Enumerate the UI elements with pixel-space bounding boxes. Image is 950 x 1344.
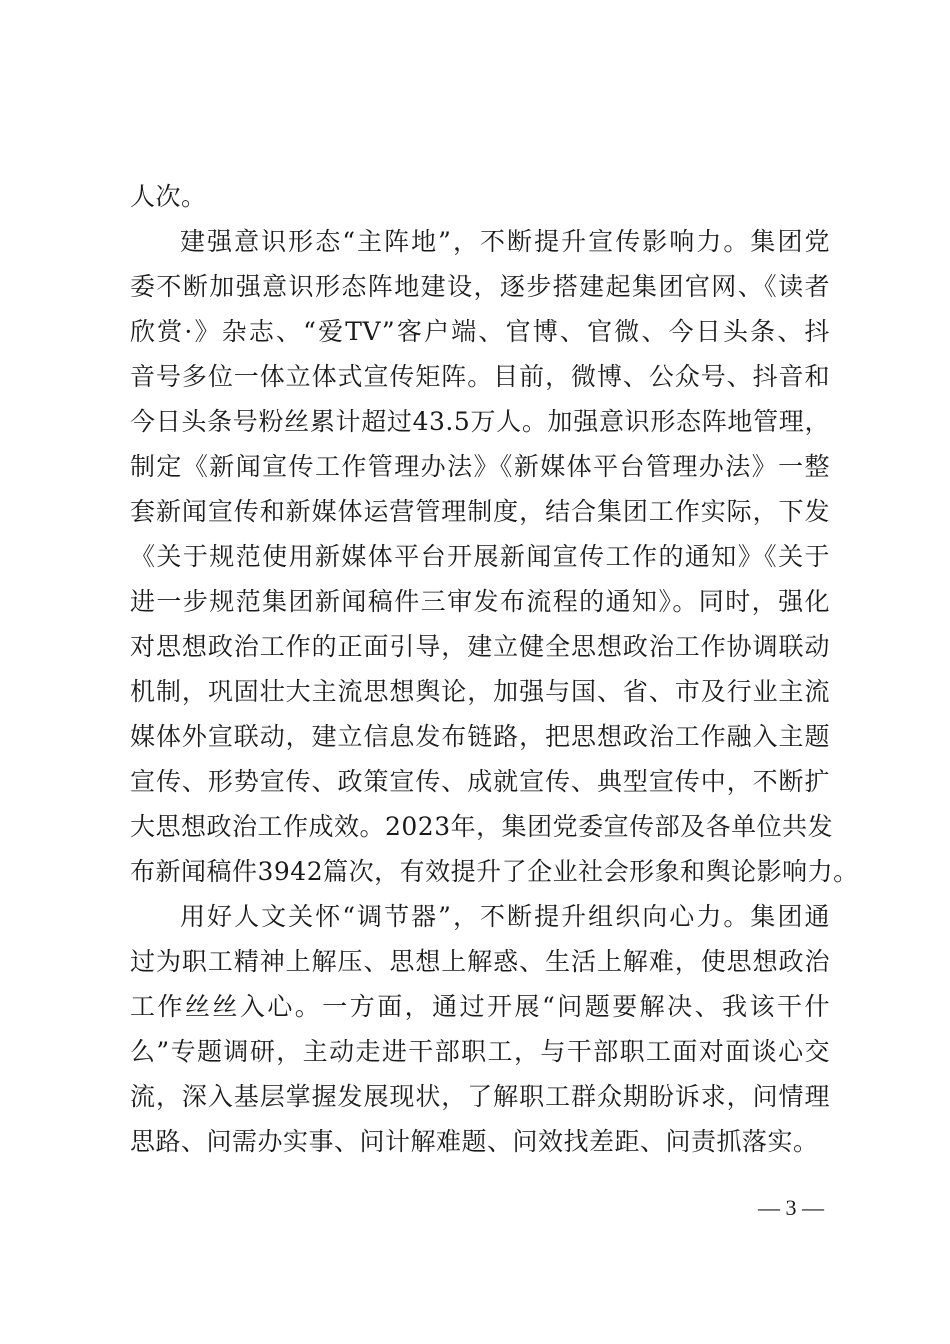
text-line: 布新闻稿件3942篇次，有效提升了企业社会形象和舆论影响力。 [130,857,859,886]
text-line: 么”专题调研，主动走进干部职工，与干部职工面对面谈心交 [130,1037,830,1066]
text-line: 《关于规范使用新媒体平台开展新闻宣传工作的通知》《关于 [130,542,830,571]
text-line: 制定《新闻宣传工作管理办法》《新媒体平台管理办法》一整 [130,452,830,481]
page-number: — 3 — [758,1195,824,1220]
text-line: 工作丝丝入心。一方面，通过开展“问题要解决、我该干什 [130,992,830,1021]
body-text [130,174,859,1164]
text-line: 人次。 [130,182,207,211]
text-line: 进一步规范集团新闻稿件三审发布流程的通知》。同时，强化 [130,587,830,616]
text-line: 用好人文关怀“调节器”，不断提升组织向心力。集团通 [180,902,830,931]
text-line: 流，深入基层掌握发展现状，了解职工群众期盼诉求，问情理 [130,1082,830,1111]
text-line: 音号多位一体立体式宣传矩阵。目前，微博、公众号、抖音和 [130,362,830,391]
text-line: 过为职工精神上解压、思想上解惑、生活上解难，使思想政治 [130,947,830,976]
text-line: 对思想政治工作的正面引导，建立健全思想政治工作协调联动 [130,632,830,661]
text-line: 大思想政治工作成效。2023年，集团党委宣传部及各单位共发 [130,812,834,841]
text-line: 思路、问需办实事、问计解难题、问效找差距、问责抓落实。 [130,1127,819,1156]
text-line: 建强意识形态“主阵地”，不断提升宣传影响力。集团党 [180,227,830,256]
text-line: 媒体外宣联动，建立信息发布链路，把思想政治工作融入主题 [130,722,830,751]
text-line: 套新闻宣传和新媒体运营管理制度，结合集团工作实际，下发 [130,497,830,526]
text-line: 欣赏·》杂志、“爱TV”客户端、官博、官微、今日头条、抖 [130,317,830,346]
text-line: 委不断加强意识形态阵地建设，逐步搭建起集团官网、《读者 [130,272,830,301]
text-line: 宣传、形势宣传、政策宣传、成就宣传、典型宣传中，不断扩 [130,767,830,796]
text-line: 机制，巩固壮大主流思想舆论，加强与国、省、市及行业主流 [130,677,830,706]
text-line: 今日头条号粉丝累计超过43.5万人。加强意识形态阵地管理， [130,407,830,436]
